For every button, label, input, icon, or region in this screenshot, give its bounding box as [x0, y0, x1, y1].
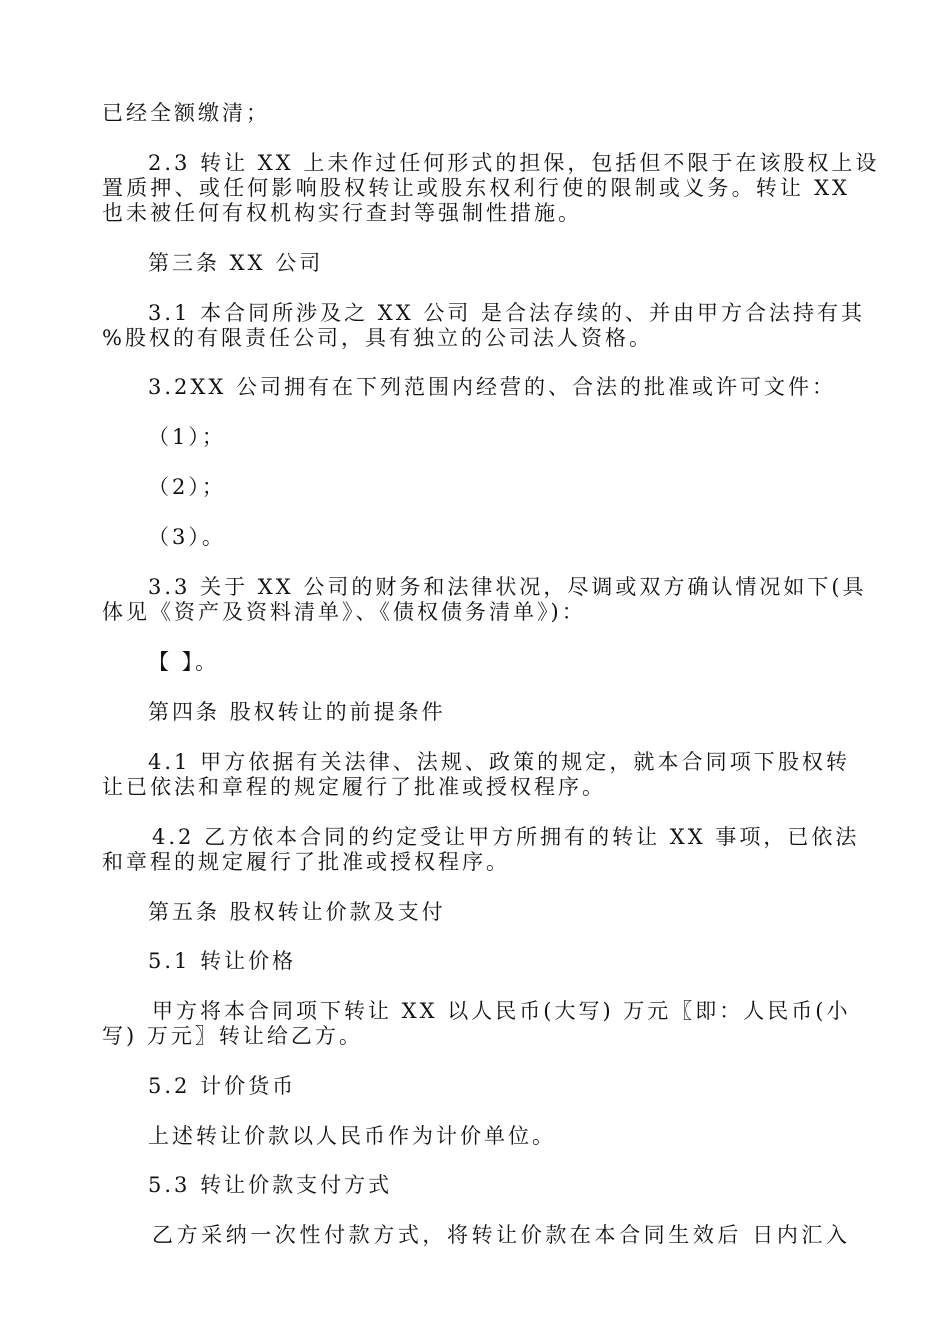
text-line: 3.1 本合同所涉及之 XX 公司 是合法存续的、并由甲方合法持有其 [148, 301, 865, 325]
text-line: 4.2 乙方依本合同的约定受让甲方所拥有的转让 XX 事项，已依法 [152, 825, 860, 849]
text-line: 上述转让价款以人民币作为计价单位。 [148, 1124, 556, 1148]
section-heading: 第五条 股权转让价款及支付 [148, 900, 446, 924]
subsection-heading: 5.2 计价货币 [148, 1074, 297, 1098]
list-item: （3）。 [148, 525, 226, 549]
text-line: 乙方采纳一次性付款方式，将转让价款在本合同生效后 日内汇入 [152, 1223, 850, 1247]
text-line: 和章程的规定履行了批准或授权程序。 [102, 850, 510, 874]
text-line: 甲方将本合同项下转让 XX 以人民币(大写) 万元〖即：人民币(小 [152, 999, 851, 1023]
subsection-heading: 5.1 转让价格 [148, 949, 297, 973]
text-line: %股权的有限责任公司，具有独立的公司法人资格。 [102, 326, 653, 350]
text-line: 已经全额缴清； [102, 101, 270, 125]
list-item: （2）； [148, 475, 226, 499]
text-line: 也未被任何有权机构实行查封等强制性措施。 [102, 201, 582, 225]
text-line: 【 】。 [148, 650, 220, 674]
text-line: 置质押、或任何影响股权转让或股东权利行使的限制或义务。转让 XX [102, 176, 850, 200]
section-heading: 第三条 XX 公司 [148, 251, 324, 275]
text-line: 体见《资产及资料清单》、《债权债务清单》)： [102, 600, 586, 624]
text-line: 3.2XX 公司拥有在下列范围内经营的、合法的批准或许可文件： [148, 375, 836, 399]
text-line: 4.1 甲方依据有关法律、法规、政策的规定，就本合同项下股权转 [148, 750, 850, 774]
list-item: （1）； [148, 425, 226, 449]
text-line: 3.3 关于 XX 公司的财务和法律状况，尽调或双方确认情况如下(具 [148, 575, 867, 599]
text-line: 2.3 转让 XX 上未作过任何形式的担保，包括但不限于在该股权上设 [148, 151, 880, 175]
subsection-heading: 5.3 转让价款支付方式 [148, 1173, 393, 1197]
section-heading: 第四条 股权转让的前提条件 [148, 700, 446, 724]
text-line: 写) 万元〗转让给乙方。 [102, 1024, 363, 1048]
text-line: 让已依法和章程的规定履行了批准或授权程序。 [102, 775, 606, 799]
